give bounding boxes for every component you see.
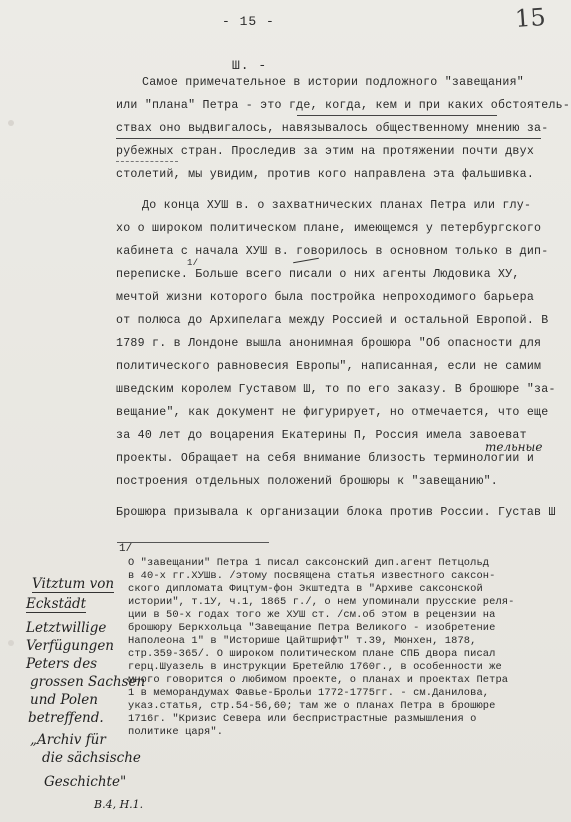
page-number: - 15 - (222, 14, 275, 29)
text-line: вещание", как документ не фигурирует, но отмечается, что еще (116, 406, 549, 419)
pencil-underline (297, 115, 497, 116)
footnote-line: 1716г. "Кризис Севера или беспристрастные размышления о (128, 713, 477, 725)
text-line: переписке. Больше всего писали о них агенты Людовика ХУ, (116, 268, 520, 281)
punch-hole (8, 640, 14, 646)
text-line: за 40 лет до воцарения Екатерины П, Россия имела завоеват (116, 429, 527, 442)
text-line: или "плана" Петра - это где, когда, кем и при каких обстоятель- (116, 99, 571, 112)
text-line: Самое примечательное в истории подложного "завещания" (142, 76, 524, 89)
pencil-underline (116, 138, 541, 139)
footnote-line: О "завещании" Петра 1 писал саксонский дип.агент Петцольд (128, 557, 490, 569)
footnote-line: ции в 50-х годах того же ХУШ ст. /см.об этом в рецензии на (128, 609, 496, 621)
text-line: кабинета с начала ХУШ в. говорилось в основном только в дип- (116, 245, 549, 258)
footnote-line: политике царя". (128, 726, 224, 738)
footnote-line: герц.Шуазель в инструкции Бретейлю 1760г., в особенности же (128, 661, 502, 673)
footnote-line: в 40-х гг.ХУШв. /этому посвящена статья известного саксон- (128, 570, 496, 582)
footnote-line: брошюру Беркхольца "Завещание Петра Великого - изобретение (128, 622, 496, 634)
text-line: До конца ХУШ в. о захватнических планах Петра или глу- (142, 199, 532, 212)
text-line: ствах оно выдвигалось, навязывалось общественному мнению за- (116, 122, 549, 135)
footnote-line: Наполеона 1" в "Историше Цайтшрифт" т.39, Мюнхен, 1878, (128, 635, 477, 647)
footnote-reference: 1/ (187, 258, 199, 268)
inline-handwritten-correction: тельные (485, 440, 543, 454)
footnote-divider (117, 542, 269, 543)
text-line: от полюса до Архипелага между Россией и остальной Европой. В (116, 314, 549, 327)
margin-note-line: B.4, H.1. (94, 798, 144, 811)
pencil-strike (293, 258, 319, 263)
text-line: столетий, мы увидим, против кого направлена эта фальшивка. (116, 168, 535, 181)
section-heading: Ш. - (232, 58, 268, 73)
punch-hole (8, 120, 14, 126)
margin-note-line: „Archiv für (30, 732, 106, 748)
text-line: шведским королем Густавом Ш, то по его заказу. В брошюре "за- (116, 383, 556, 396)
margin-note-line: Verfügungen (26, 638, 115, 654)
margin-note-line: Letztwillige (26, 620, 107, 636)
text-line: проекты. Обращает на себя внимание близость терминологии и (116, 452, 535, 465)
text-line: 1789 г. в Лондоне вышла анонимная брошюра "Об опасности для (116, 337, 542, 350)
margin-note-line: und Polen (30, 692, 98, 708)
footnote-marker: 1/ (119, 543, 133, 555)
handwritten-page-number: 15 (514, 2, 547, 34)
margin-note-line: Geschichte" (44, 774, 127, 790)
margin-note-line: grossen Sachsen (30, 674, 146, 690)
margin-note-line: Vitztum von (32, 576, 115, 592)
text-line: Брошюра призывала к организации блока против России. Густав Ш (116, 506, 556, 519)
margin-note-line: Peters des (26, 656, 98, 672)
margin-note-line: betreffend. (28, 710, 104, 726)
text-line: мечтой жизни которого была постройка непроходимого барьера (116, 291, 535, 304)
text-line: политического равновесия Европы", написанная, если не самим (116, 360, 542, 373)
footnote-line: 1 в меморандумах Фавье-Брольи 1772-1775гг. - см.Данилова, (128, 687, 490, 699)
footnote-line: ского дипломата Фицтум-фон Экштедта в "Архиве саксонской (128, 583, 483, 595)
text-line: хо о широком политическом плане, имеющемся у петербургского (116, 222, 542, 235)
pencil-underline (116, 161, 178, 162)
footnote-line: стр.359-365/. О широком политическом плане СПБ двора писал (128, 648, 496, 660)
margin-note-line: die sächsische (42, 750, 141, 766)
footnote-line: указ.статья, стр.54-56,60; там же о планах Петра в брошюре (128, 700, 496, 712)
text-line: построения отдельных положений брошюры к "завещанию". (116, 475, 498, 488)
handwritten-margin-note (18, 576, 146, 816)
footnote-line: много говорится о любимом проекте, о планах и проектах Петра (128, 674, 509, 686)
margin-note-line: Eckstädt (26, 596, 87, 612)
footnote-line: истории", т.1У, ч.1, 1865 г./, о нем упоминали прусские реля- (128, 596, 515, 608)
text-line: рубежных стран. Проследив за этим на протяжении почти двух (116, 145, 535, 158)
